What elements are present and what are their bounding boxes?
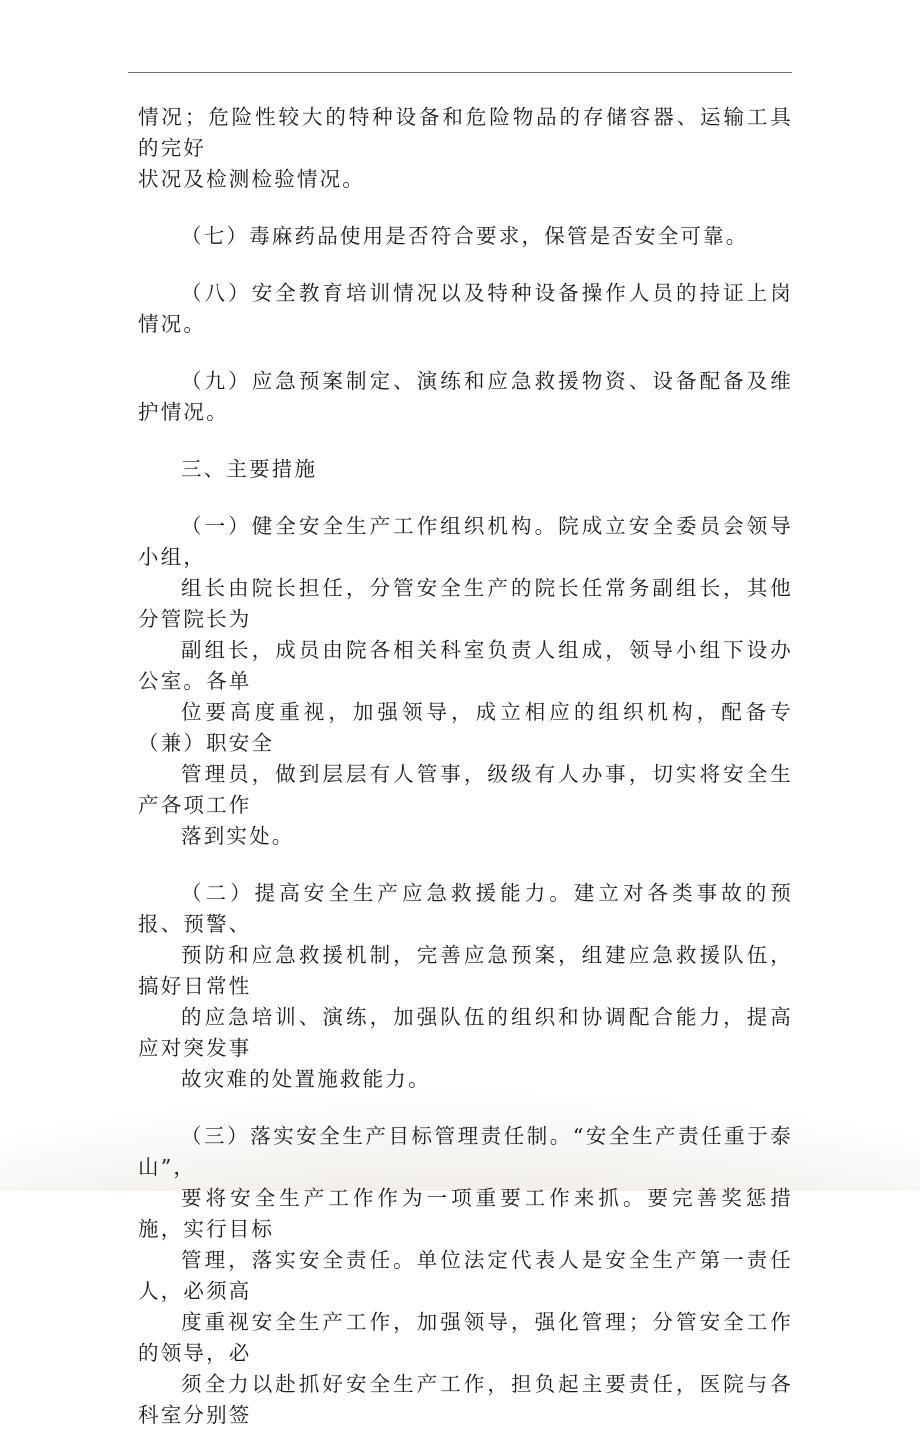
text-line: 度重视安全生产工作，加强领导，强化管理；分管安全工作的领导，必 xyxy=(138,1310,793,1365)
text-line: （八）安全教育培训情况以及特种设备操作人员的持证上岗情况。 xyxy=(138,281,793,336)
text-line: （九）应急预案制定、演练和应急救援物资、设备配备及维护情况。 xyxy=(138,369,793,424)
header-rule xyxy=(128,72,792,73)
text-line: 落到实处。 xyxy=(181,824,295,848)
text-line: 管理，落实安全责任。单位法定代表人是安全生产第一责任人，必须高 xyxy=(138,1248,793,1303)
paragraph-item-9 xyxy=(138,366,793,428)
paragraph-continued xyxy=(138,102,793,195)
text-line: 位要高度重视，加强领导，成立相应的组织机构，配备专（兼）职安全 xyxy=(138,700,793,755)
paragraph-measure-3 xyxy=(138,1121,793,1431)
text-line: （三）落实安全生产目标管理责任制。“安全生产责任重于泰山”， xyxy=(138,1124,793,1179)
text-line: 三、主要措施 xyxy=(181,457,318,481)
paragraph-measure-1 xyxy=(138,511,793,852)
paragraph-item-8 xyxy=(138,278,793,340)
text-line: 故灾难的处置施救能力。 xyxy=(181,1067,431,1091)
text-line: 情况；危险性较大的特种设备和危险物品的存储容器、运输工具的完好 xyxy=(138,105,793,160)
text-line: 副组长，成员由院各相关科室负责人组成，领导小组下设办公室。各单 xyxy=(138,638,793,693)
text-line: 管理员，做到层层有人管事，级级有人办事，切实将安全生产各项工作 xyxy=(138,762,793,817)
text-line: 的应急培训、演练，加强队伍的组织和协调配合能力，提高应对突发事 xyxy=(138,1005,793,1060)
text-line: 须全力以赴抓好安全生产工作，担负起主要责任，医院与各科室分别签 xyxy=(138,1372,793,1427)
text-line: 要将安全生产工作作为一项重要工作来抓。要完善奖惩措施，实行目标 xyxy=(138,1186,793,1241)
text-line: 组长由院长担任，分管安全生产的院长任常务副组长，其他分管院长为 xyxy=(138,576,793,631)
paragraph-item-7 xyxy=(138,221,793,252)
text-line: 预防和应急救援机制，完善应急预案，组建应急救援队伍，搞好日常性 xyxy=(138,943,793,998)
text-line: （七）毒麻药品使用是否符合要求，保管是否安全可靠。 xyxy=(181,224,749,248)
paragraph-section-3 xyxy=(138,454,793,485)
document-body xyxy=(138,102,793,1431)
paragraph-measure-2 xyxy=(138,878,793,1095)
text-line: （二）提高安全生产应急救援能力。建立对各类事故的预报、预警、 xyxy=(138,881,793,936)
text-line: 状况及检测检验情况。 xyxy=(138,167,365,191)
text-line: （一）健全安全生产工作组织机构。院成立安全委员会领导小组， xyxy=(138,514,793,569)
